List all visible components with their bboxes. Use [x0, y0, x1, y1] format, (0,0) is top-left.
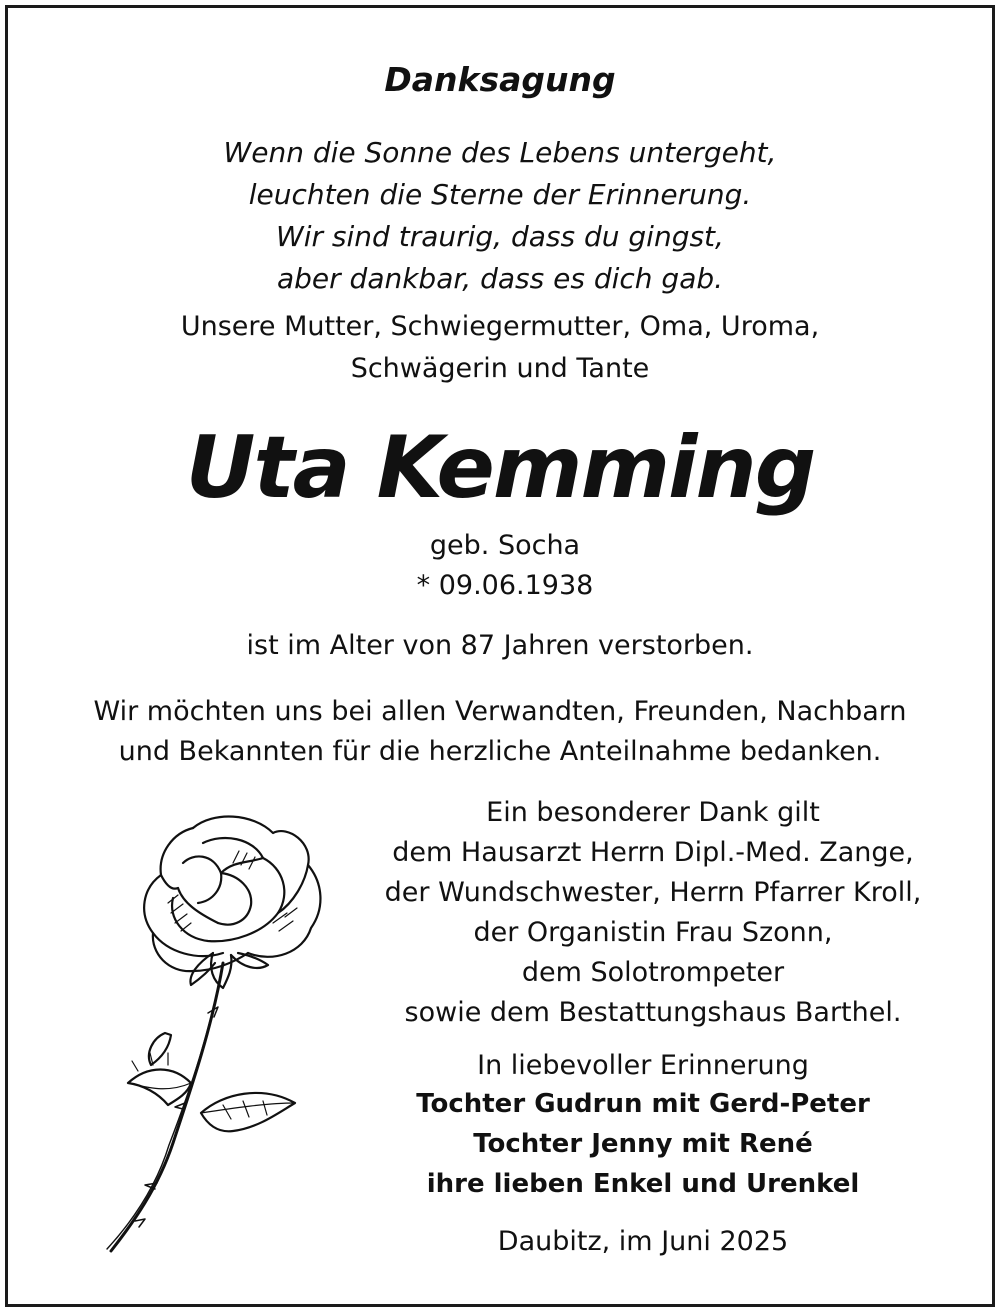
intro-line: Schwägerin und Tante [350, 353, 650, 384]
notice-heading: Danksagung [384, 60, 616, 99]
special-thanks [363, 793, 943, 1033]
rose-drawing-icon [73, 803, 343, 1258]
family-member-line: Tochter Jenny mit René [473, 1129, 813, 1159]
special-thanks-line: sowie dem Bestattungshaus Barthel. [404, 997, 902, 1028]
age-statement: ist im Alter von 87 Jahren verstorben. [246, 630, 754, 661]
poem-line: leuchten die Sterne der Erinnerung. [248, 178, 752, 211]
poem-line: Wenn die Sonne des Lebens untergeht, [223, 136, 777, 169]
thanks-line: Wir möchten uns bei allen Verwandten, Freunden, Nachbarn [93, 696, 907, 727]
family-member-line: Tochter Gudrun mit Gerd-Peter [416, 1089, 870, 1119]
poem-line: Wir sind traurig, dass du gingst, [276, 220, 724, 253]
deceased-name: Uta Kemming [185, 418, 815, 518]
general-thanks [8, 692, 992, 772]
special-thanks-line: Ein besonderer Dank gilt [486, 797, 820, 828]
birth-info [8, 526, 992, 606]
closing-phrase: In liebevoller Erinnerung [477, 1050, 809, 1081]
relationship-intro [8, 306, 992, 390]
birth-date: * 09.06.1938 [416, 570, 594, 601]
special-thanks-line: dem Solotrompeter [521, 957, 785, 988]
special-thanks-line: dem Hausarzt Herrn Dipl.-Med. Zange, [392, 837, 914, 868]
intro-line: Unsere Mutter, Schwiegermutter, Oma, Uroma, [180, 311, 820, 342]
family-member-line: ihre lieben Enkel und Urenkel [426, 1169, 860, 1199]
special-thanks-line: der Wundschwester, Herrn Pfarrer Kroll, [384, 877, 922, 908]
place-date: Daubitz, im Juni 2025 [497, 1226, 789, 1257]
poem-line: aber dankbar, dass es dich gab. [276, 262, 724, 295]
memorial-poem [8, 132, 992, 300]
obituary-notice [5, 5, 995, 1307]
thanks-line: und Bekannten für die herzliche Anteilnahme bedanken. [118, 736, 882, 767]
special-thanks-line: der Organistin Frau Szonn, [473, 917, 833, 948]
family-signatures [388, 1084, 898, 1204]
maiden-name: geb. Socha [429, 530, 581, 561]
